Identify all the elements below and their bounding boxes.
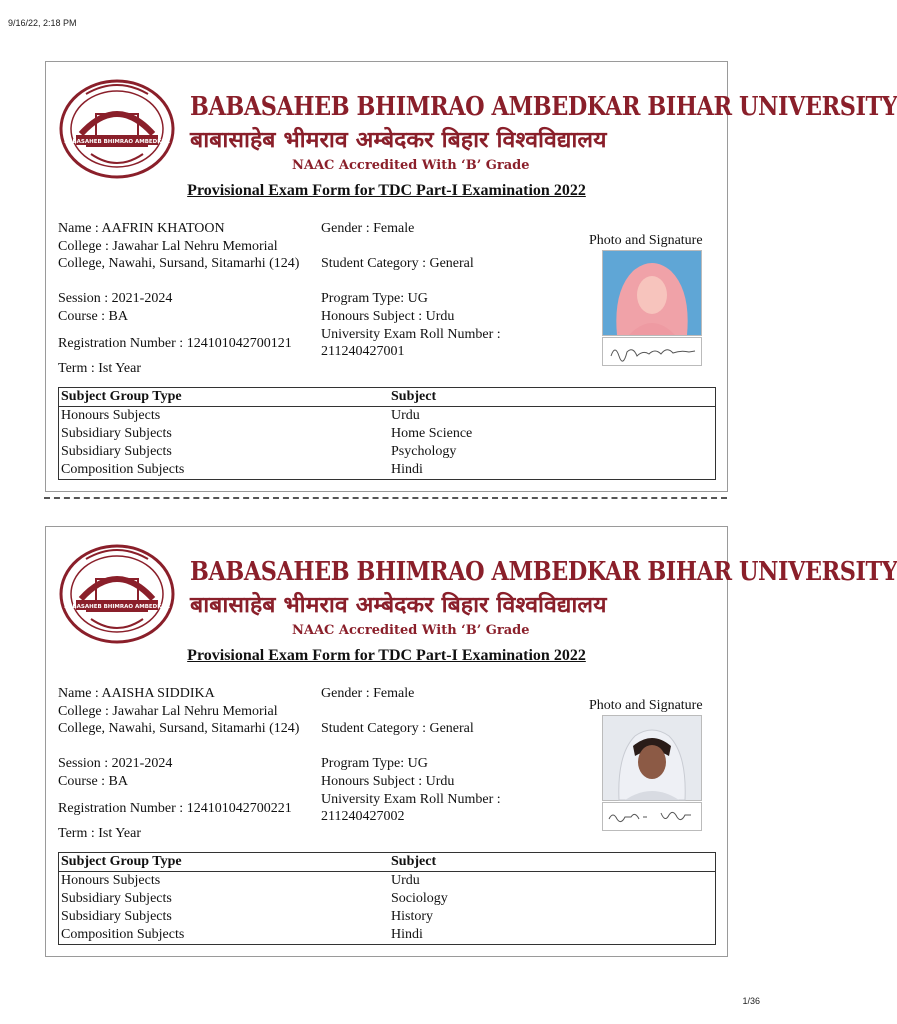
naac-accreditation: NAAC Accredited With ‘B’ Grade	[292, 623, 530, 638]
header-subject: Subject	[389, 388, 716, 407]
university-name-hindi: बाबासाहेब भीमराव अम्बेदकर बिहार विश्वविद्यालय	[190, 128, 607, 153]
subject-group-cell: Subsidiary Subjects	[61, 426, 172, 441]
course: Course : BA	[58, 774, 128, 789]
table-row	[59, 908, 716, 926]
university-seal-icon	[56, 74, 178, 180]
roll-number-label: University Exam Roll Number :	[321, 327, 501, 342]
table-row	[59, 872, 716, 891]
university-name-english: BABASAHEB BHIMRAO AMBEDKAR BIHAR UNIVERSITY	[190, 92, 897, 122]
print-timestamp: 9/16/22, 2:18 PM	[8, 18, 77, 28]
registration-number: Registration Number : 124101042700121	[58, 336, 292, 351]
roll-number: 211240427002	[321, 809, 405, 824]
subject-cell: Hindi	[391, 462, 423, 477]
photo-label: Photo and Signature	[589, 233, 703, 248]
subject-group-cell: Composition Subjects	[61, 927, 185, 942]
student-name: Name : AAFRIN KHATOON	[58, 221, 225, 236]
exam-form-card-1	[45, 61, 897, 492]
subject-group-cell: Subsidiary Subjects	[61, 444, 172, 459]
program-type: Program Type: UG	[321, 756, 428, 771]
subject-cell: Sociology	[391, 891, 448, 906]
college: College : Jawahar Lal Nehru Memorial College, Nawahi, Sursand, Sitamarhi (124)	[58, 704, 300, 736]
student-signature	[602, 337, 702, 366]
student-photo	[602, 250, 702, 336]
program-type: Program Type: UG	[321, 291, 428, 306]
subject-cell: History	[391, 909, 433, 924]
photo-label: Photo and Signature	[589, 698, 703, 713]
table-row	[59, 890, 716, 908]
university-seal-icon	[56, 539, 178, 645]
university-name-english: BABASAHEB BHIMRAO AMBEDKAR BIHAR UNIVERSITY	[190, 557, 897, 587]
subject-group-cell: Subsidiary Subjects	[61, 891, 172, 906]
term: Term : Ist Year	[58, 826, 142, 841]
subject-group-cell: Subsidiary Subjects	[61, 909, 172, 924]
session: Session : 2021-2024	[58, 291, 173, 306]
subject-group-cell: Honours Subjects	[61, 873, 161, 888]
page-number: 1/36	[742, 996, 760, 1006]
roll-number: 211240427001	[321, 344, 405, 359]
header-subject: Subject	[389, 853, 716, 872]
student-name: Name : AAISHA SIDDIKA	[58, 686, 215, 701]
table-row	[59, 407, 716, 426]
cut-line-divider	[44, 497, 727, 499]
subjects-table	[58, 387, 716, 480]
table-header-row	[59, 853, 716, 872]
student-category: Student Category : General	[321, 721, 474, 736]
svg-text:BABASAHEB BHIMRAO AMBEDKAR: BABASAHEB BHIMRAO AMBEDKAR	[64, 139, 170, 145]
college: College : Jawahar Lal Nehru Memorial College, Nawahi, Sursand, Sitamarhi (124)	[58, 239, 300, 271]
subject-group-cell: Honours Subjects	[61, 408, 161, 423]
svg-text:BABASAHEB BHIMRAO AMBEDKAR: BABASAHEB BHIMRAO AMBEDKAR	[64, 604, 170, 610]
subject-cell: Urdu	[391, 873, 420, 888]
university-name-hindi: बाबासाहेब भीमराव अम्बेदकर बिहार विश्वविद्यालय	[190, 593, 607, 618]
table-row	[59, 443, 716, 461]
table-row	[59, 461, 716, 480]
honours-subject: Honours Subject : Urdu	[321, 309, 455, 324]
student-photo	[602, 715, 702, 801]
registration-number: Registration Number : 124101042700221	[58, 801, 292, 816]
header-subject-group-type: Subject Group Type	[59, 853, 390, 872]
gender: Gender : Female	[321, 686, 415, 701]
subject-cell: Urdu	[391, 408, 420, 423]
roll-number-label: University Exam Roll Number :	[321, 792, 501, 807]
subjects-table	[58, 852, 716, 945]
subject-group-cell: Composition Subjects	[61, 462, 185, 477]
naac-accreditation: NAAC Accredited With ‘B’ Grade	[292, 158, 530, 173]
table-row	[59, 926, 716, 945]
subject-cell: Psychology	[391, 444, 457, 459]
form-title: Provisional Exam Form for TDC Part-I Examination 2022	[187, 647, 586, 664]
table-header-row	[59, 388, 716, 407]
course: Course : BA	[58, 309, 128, 324]
subject-cell: Home Science	[391, 426, 473, 441]
university-banner	[56, 74, 897, 180]
student-category: Student Category : General	[321, 256, 474, 271]
gender: Gender : Female	[321, 221, 415, 236]
honours-subject: Honours Subject : Urdu	[321, 774, 455, 789]
subject-cell: Hindi	[391, 927, 423, 942]
header-subject-group-type: Subject Group Type	[59, 388, 390, 407]
form-title: Provisional Exam Form for TDC Part-I Examination 2022	[187, 182, 586, 199]
term: Term : Ist Year	[58, 361, 142, 376]
exam-form-card-2	[45, 526, 897, 957]
university-banner	[56, 539, 897, 645]
table-row	[59, 425, 716, 443]
session: Session : 2021-2024	[58, 756, 173, 771]
student-signature	[602, 802, 702, 831]
